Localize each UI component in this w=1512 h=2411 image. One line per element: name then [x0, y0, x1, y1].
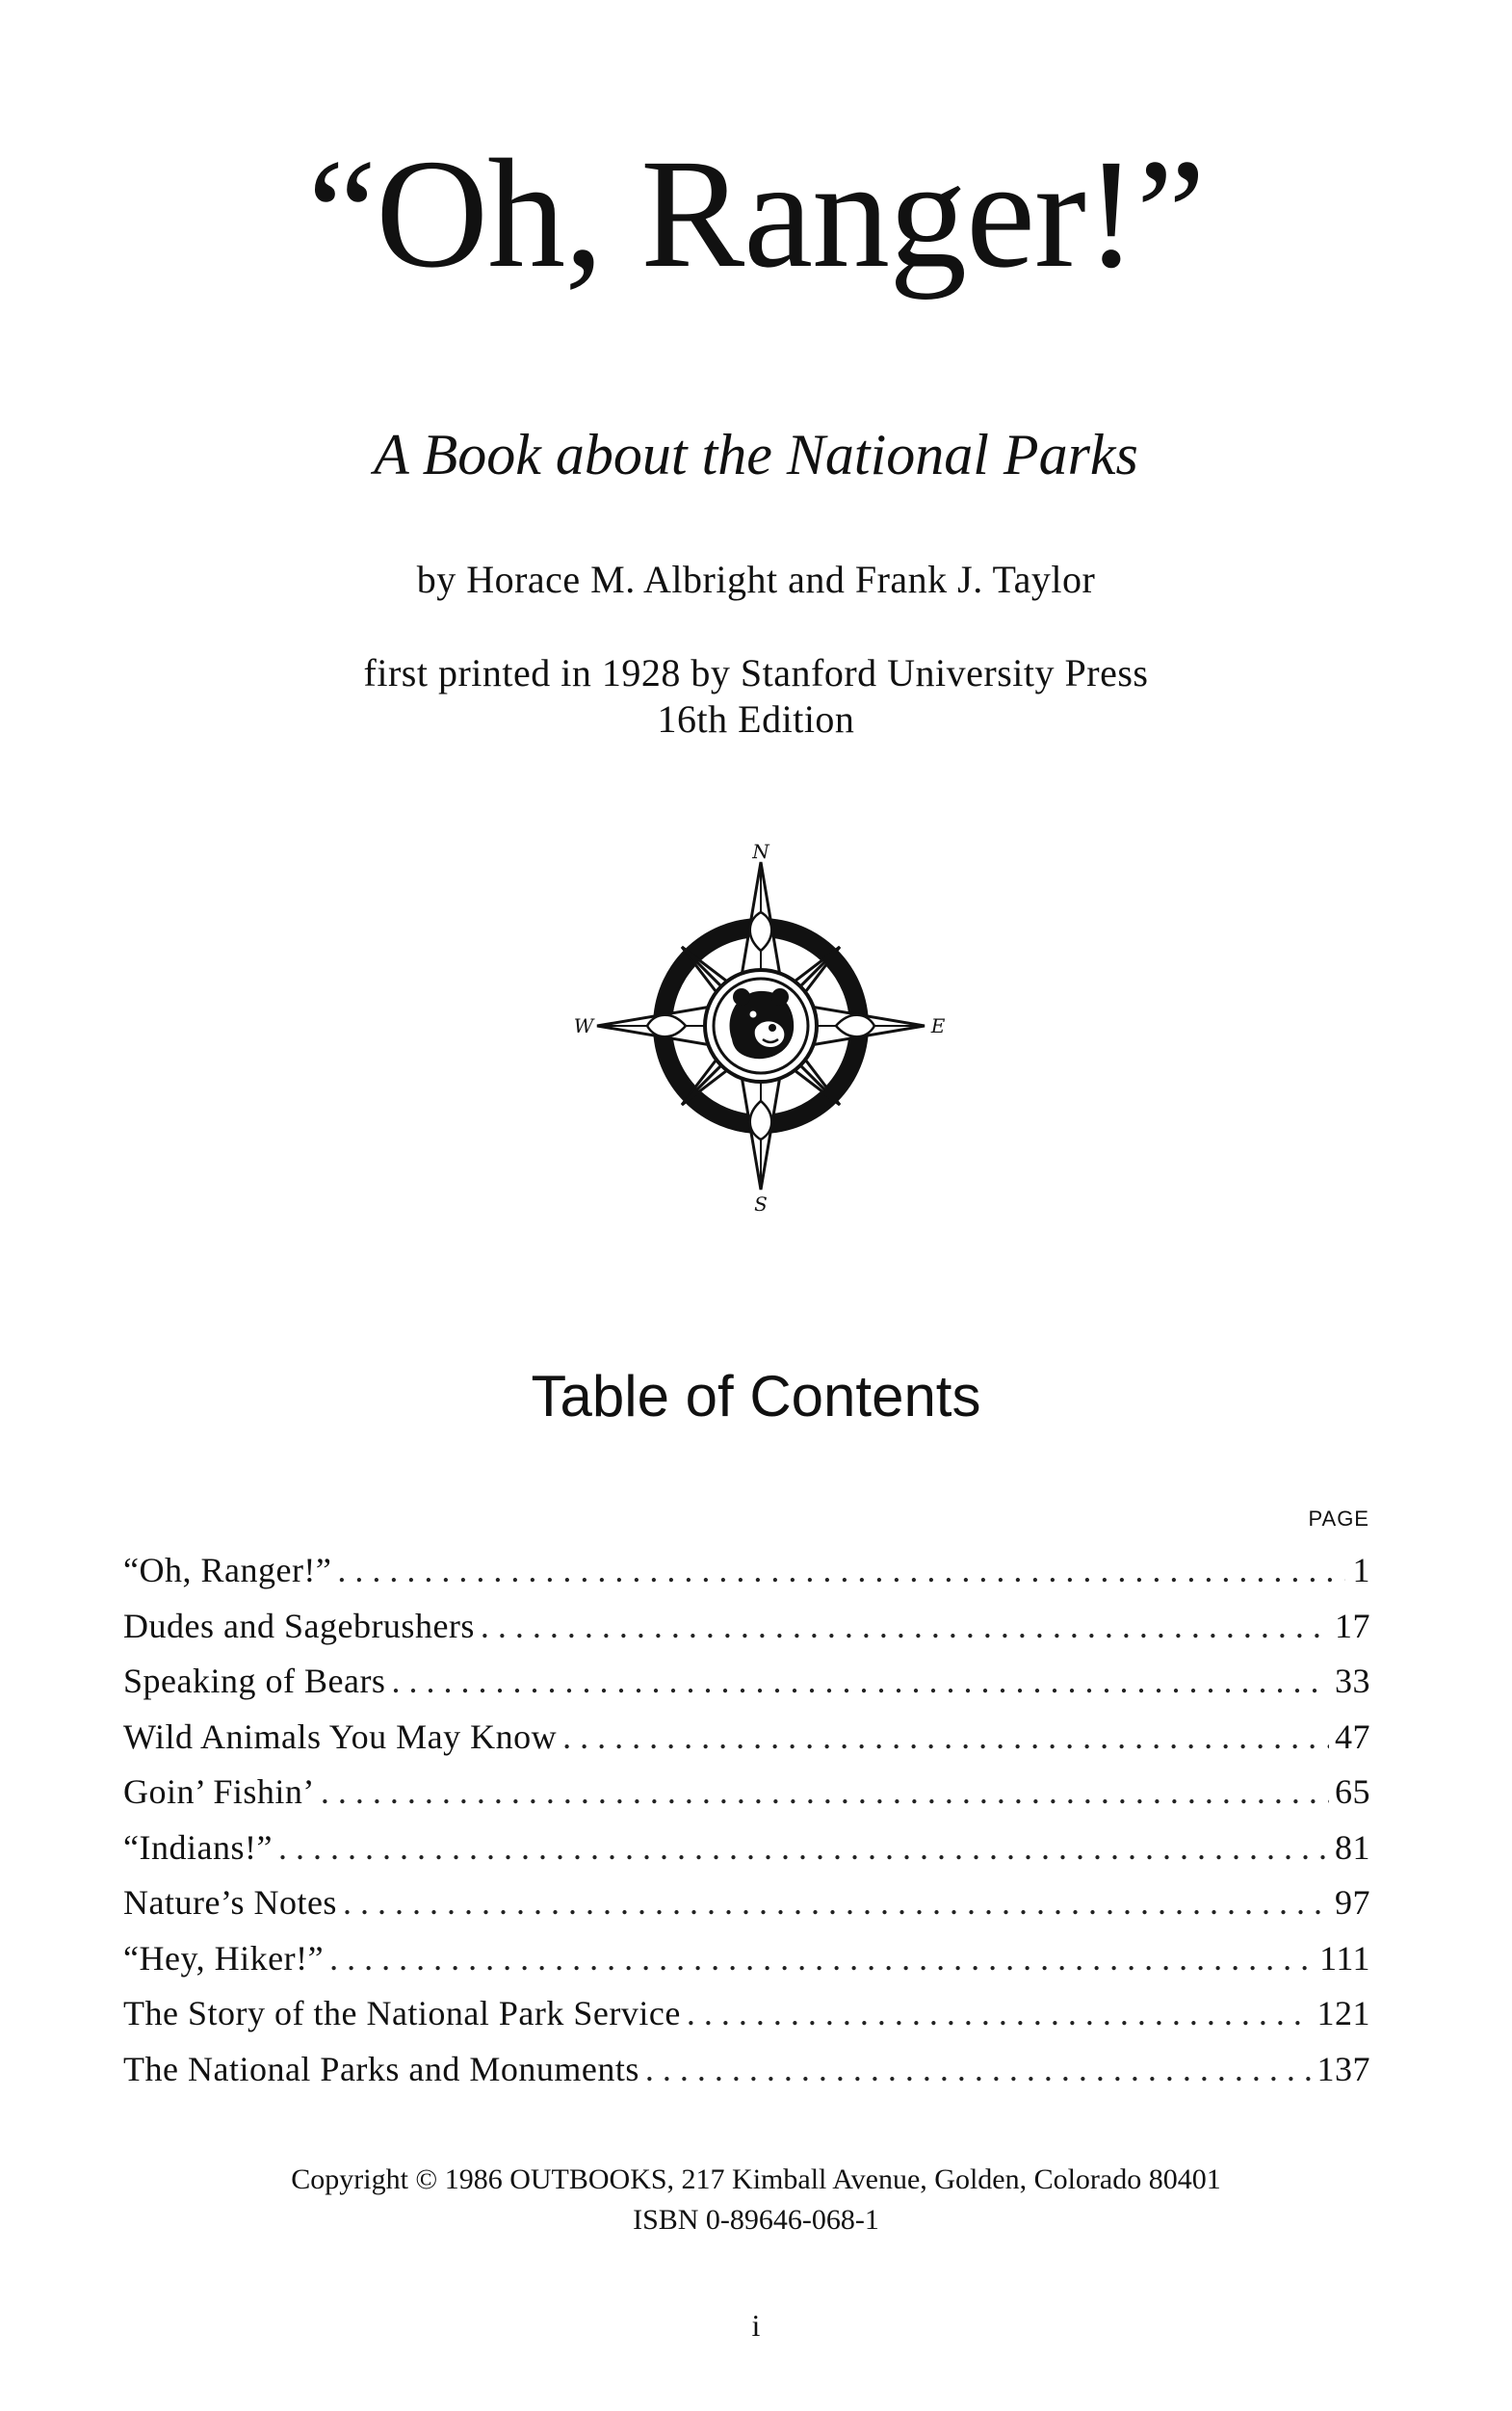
toc-entry-title: Dudes and Sagebrushers	[123, 1606, 475, 1645]
compass-south-label: S	[754, 1192, 768, 1214]
compass-west-label: W	[573, 1014, 594, 1037]
compass-east-label: E	[930, 1014, 946, 1037]
toc-entry-page: 17	[1335, 1606, 1370, 1645]
toc-entry-title: “Hey, Hiker!”	[123, 1938, 325, 1978]
toc-entry-title: “Oh, Ranger!”	[123, 1551, 332, 1589]
toc-dot-leader	[562, 1710, 1329, 1765]
printing-info	[0, 650, 1512, 743]
toc-dot-leader	[337, 1543, 1345, 1598]
toc-entry-title: Goin’ Fishin’	[123, 1772, 315, 1811]
toc-entry-page: 1	[1352, 1551, 1370, 1589]
toc-entry-page: 47	[1335, 1717, 1370, 1756]
compass-north-label: N	[752, 840, 769, 863]
toc-entry-title: Speaking of Bears	[123, 1662, 386, 1700]
bear-head-icon	[730, 988, 795, 1059]
isbn-line: ISBN 0-89646-068-1	[633, 2204, 879, 2236]
copyright-line: Copyright © 1986 OUTBOOKS, 217 Kimball Avenue, Golden, Colorado 80401	[291, 2163, 1221, 2195]
toc-dot-leader	[481, 1599, 1329, 1654]
toc-entry-title: The National Parks and Monuments	[123, 2049, 639, 2088]
toc-entry	[123, 1599, 1370, 1655]
toc-entry-page: 65	[1335, 1772, 1370, 1811]
authors-line: by Horace M. Albright and Frank J. Taylor	[416, 558, 1096, 601]
compass-rose-bear-emblem	[559, 838, 963, 1214]
toc-dot-leader	[278, 1821, 1329, 1875]
toc-entry-page: 81	[1335, 1827, 1370, 1867]
toc-dot-leader	[329, 1931, 1314, 1986]
toc-entry	[123, 1986, 1370, 2042]
book-title: “Oh, Ranger!”	[307, 128, 1205, 301]
toc-dot-leader	[645, 2042, 1312, 2097]
toc-entry	[123, 1875, 1370, 1931]
toc-entry	[123, 2042, 1370, 2098]
book-subtitle: A Book about the National Parks	[374, 423, 1138, 486]
toc-heading: Table of Contents	[531, 1364, 981, 1428]
toc-entry	[123, 1821, 1370, 1876]
toc-entry-title: Nature’s Notes	[123, 1883, 337, 1922]
toc-entry-title: “Indians!”	[123, 1827, 273, 1867]
toc-entry-page: 33	[1335, 1662, 1370, 1700]
toc-entry-page: 111	[1319, 1938, 1370, 1978]
toc-page-column-label: PAGE	[1308, 1507, 1369, 1531]
edition-line: 16th Edition	[657, 697, 855, 741]
printing-line: first printed in 1928 by Stanford University Press	[363, 651, 1149, 694]
toc-entry	[123, 1654, 1370, 1710]
toc-entry-title: Wild Animals You May Know	[123, 1717, 558, 1756]
toc-entry-page: 121	[1316, 1994, 1370, 2032]
toc-dot-leader	[391, 1654, 1329, 1709]
toc-dot-leader	[321, 1765, 1329, 1820]
toc-entry-page: 97	[1335, 1883, 1370, 1922]
copyright-block	[0, 2160, 1512, 2241]
page-number: i	[751, 2308, 761, 2343]
toc-dot-leader	[343, 1875, 1329, 1930]
toc-entry	[123, 1765, 1370, 1821]
toc-entry-page: 137	[1316, 2049, 1370, 2088]
toc-dot-leader	[687, 1986, 1312, 2041]
toc-entry	[123, 1543, 1370, 1599]
toc-list	[123, 1543, 1370, 2097]
toc-entry	[123, 1931, 1370, 1987]
toc-entry-title: The Story of the National Park Service	[123, 1994, 681, 2032]
toc-entry	[123, 1710, 1370, 1766]
